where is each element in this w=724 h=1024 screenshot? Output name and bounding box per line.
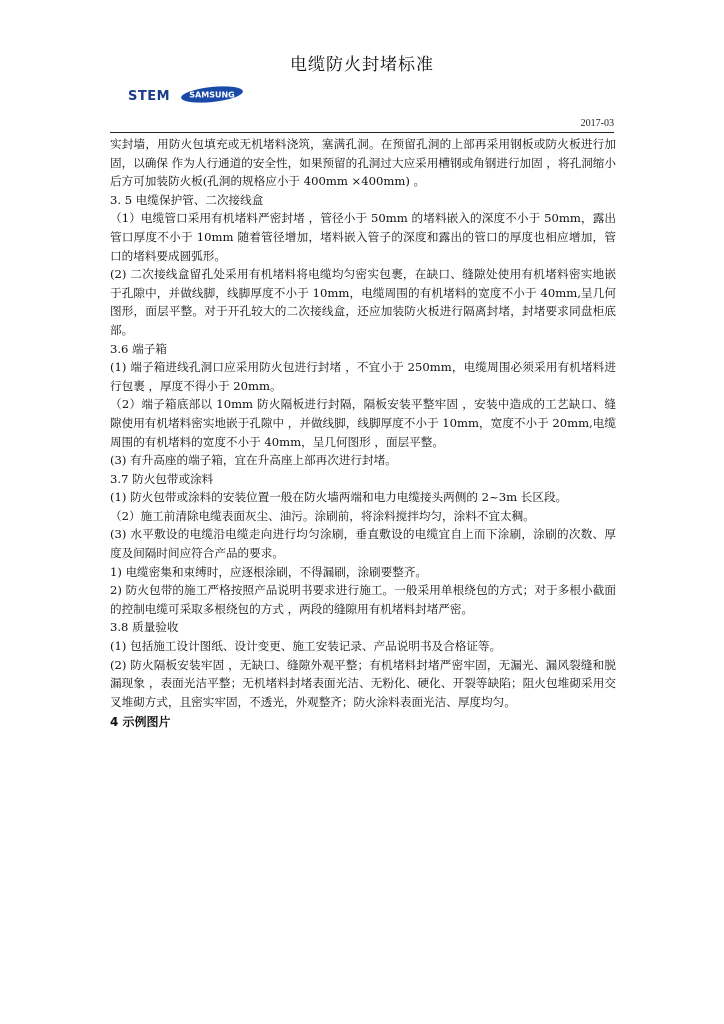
paragraph: (1) 端子箱进线孔洞口应采用防火包进行封堵 ，不宜小于 250mm，电缆周围必须采用有机堵料进行包裹 ，厚度不得小于 20mm。 — [110, 360, 616, 393]
samsung-logo — [180, 86, 244, 103]
document-date: 2017-03 — [580, 118, 614, 129]
document-body — [110, 135, 616, 732]
section-heading: 3.7 防火包带或涂料 — [110, 471, 214, 486]
paragraph: 1) 电缆密集和束缚时，应逐根涂刷，不得漏刷，涂刷要整齐。 — [110, 564, 428, 579]
section-heading: 3. 5 电缆保护管、二次接线盒 — [110, 192, 264, 207]
paragraph: (1) 防火包带或涂料的安装位置一般在防火墙两端和电力电缆接头两侧的 2~3m 长区段。 — [110, 490, 568, 505]
paragraph: (2) 二次接线盒留孔处采用有机堵料将电缆均匀密实包裹，在缺口、缝隙处使用有机堵料密实地嵌于孔隙中，并做线脚，线脚厚度不小于 10mm，电缆周围的有机堵料的宽度不小于 40mm,呈几何图形，面层平整。对于开孔较大的二次接线盒，还应加装防火板进行隔离封堵，封堵要求同盘柜底部。 — [110, 267, 616, 337]
paragraph: (1) 包括施工设计图纸、设计变更、施工安装记录、产品说明书及合格证等。 — [110, 639, 502, 654]
paragraph: （2）施工前清除电缆表面灰尘、油污。涂刷前，将涂料搅拌均匀，涂料不宜太稠。 — [110, 508, 535, 523]
paragraph: (3) 有升高座的端子箱，宜在升高座上部再次进行封堵。 — [110, 453, 397, 468]
logo-area — [128, 84, 278, 108]
section-heading: 3.6 端子箱 — [110, 341, 167, 356]
paragraph: (3) 水平敷设的电缆沿电缆走向进行均匀涂刷，垂直敷设的电缆宜自上而下涂刷，涂刷的次数、厚度及间隔时间应符合产品的要求。 — [110, 527, 616, 561]
paragraph: 2) 防火包带的施工严格按照产品说明书要求进行施工。一般采用单根绕包的方式；对于多根小截面的控制电缆可采取多根绕包的方式 ，两段的缝隙用有机堵料封堵严密。 — [110, 583, 616, 616]
paragraph: 实封墙，用防火包填充或无机堵料浇筑，塞满孔洞。在预留孔洞的上部再采用钢板或防火板进行加固，以确保 作为人行通道的安全性，如果预留的孔洞过大应采用槽钢或角钢进行加固 ，将孔洞缩小后方可加装防火板(孔洞的规格应小于 400mm ×400mm) 。 — [110, 137, 616, 189]
document-title: 电缆防火封堵标准 — [290, 55, 434, 75]
section-4-heading: 4 示例图片 — [110, 715, 171, 730]
paragraph: (2) 防火隔板安装牢固 ，无缺口、缝隙外观平整；有机堵料封堵严密牢固，无漏光、漏风裂缝和脱漏现象 ，表面光洁平整；无机堵料封堵表面光洁、无粉化、硬化、开裂等缺陷；阻火包堆砌采用交叉堆砌方式，且密实牢固，不透光，外观整齐；防火涂料表面光洁、厚度均匀。 — [110, 657, 616, 709]
stem-logo: STEM — [128, 89, 171, 104]
paragraph: （1）电缆管口采用有机堵料严密封堵 ，管径小于 50mm 的堵料嵌入的深度不小于 50mm，露出管口厚度不小于 10mm 随着管径增加，堵料嵌入管子的深度和露出的管口的厚度也相应增加，管口的堵料要成圆弧形。 — [110, 211, 616, 263]
section-heading: 3.8 质量验收 — [110, 620, 179, 635]
paragraph: （2）端子箱底部以 10mm 防火隔板进行封隔，隔板安装平整牢固 ，安装中造成的工艺缺口、缝隙使用有机堵料密实地嵌于孔隙中 ，并做线脚，线脚厚度不小于 10mm，宽度不小于 20mm,电缆周围的有机堵料的宽度不小于 40mm，呈几何图形 ，面层平整。 — [110, 397, 616, 449]
samsung-logo-text: SAMSUNG — [189, 90, 235, 100]
header-divider — [110, 132, 614, 133]
